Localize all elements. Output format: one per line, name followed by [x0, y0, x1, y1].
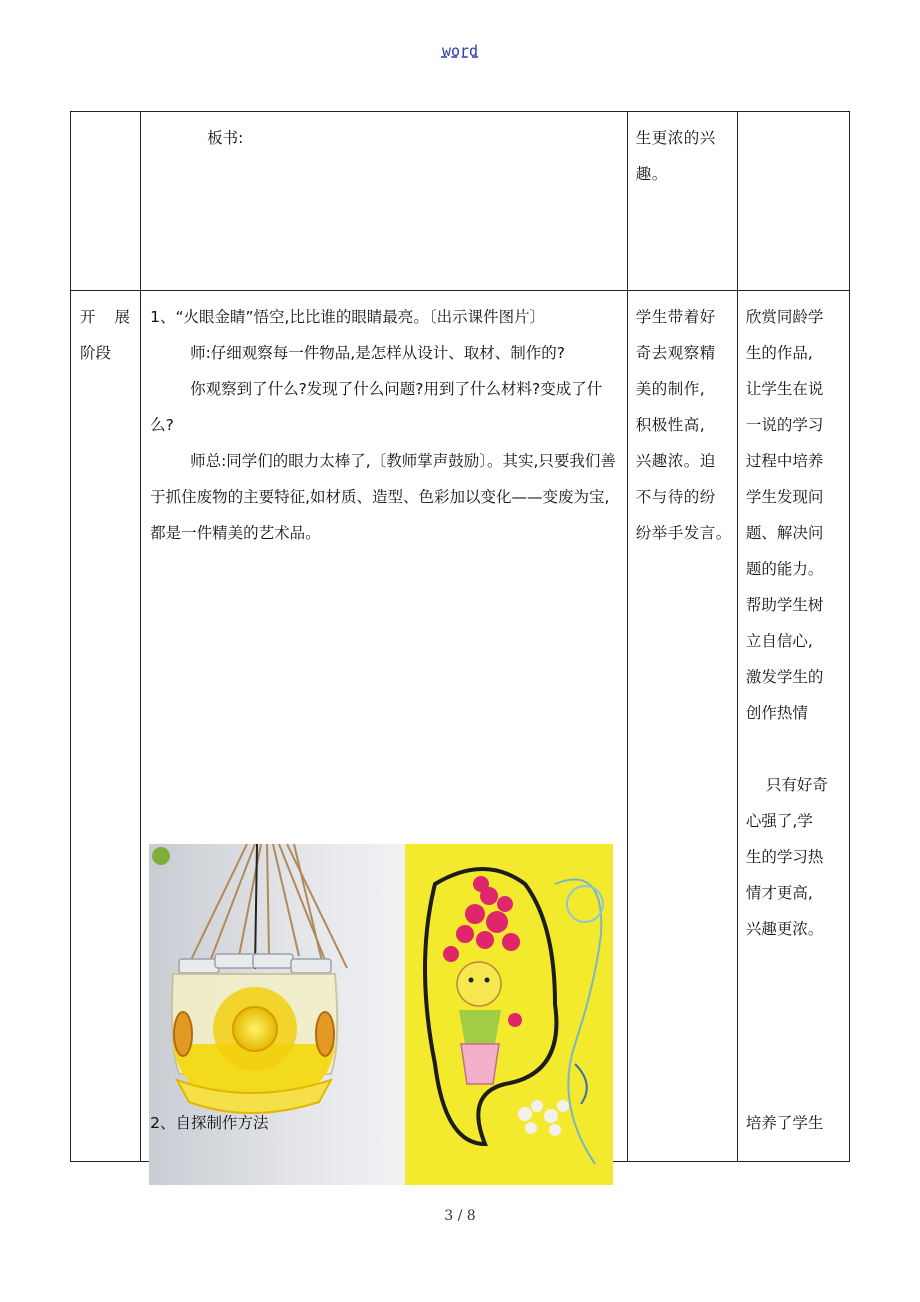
text-line: 题、解决问 [745, 524, 824, 542]
text-line: 纷举手发言。 [635, 524, 732, 542]
text-line: 创作热情 [745, 704, 808, 722]
text-line: 过程中培养 [745, 452, 824, 470]
design-intent-text [738, 291, 849, 1161]
board-writing-cell [141, 112, 628, 291]
text-line: 让学生在说 [745, 380, 824, 398]
text-line: 只有好奇 [765, 776, 828, 794]
spacer [746, 731, 845, 767]
text-line: 立自信心, [745, 632, 813, 650]
board-label: 板书: [207, 129, 244, 147]
text-line: 奇去观察精 [635, 344, 716, 362]
text-line: 题的能力。 [745, 560, 824, 578]
yarn-collage-illustration [405, 844, 613, 1185]
activity-2-text: 2、自探制作方法 [150, 1114, 269, 1132]
text-line: 学生带着好 [635, 308, 716, 326]
lesson-plan-table [70, 111, 850, 1162]
student-activity-cell [627, 112, 737, 291]
text-line: 学生发现问 [745, 488, 824, 506]
student-activity-text [628, 291, 737, 551]
text-line: 欣赏同龄学 [745, 308, 824, 326]
table-row [71, 112, 850, 291]
stage-cell [71, 291, 141, 1162]
activity-1-text: 1、“火眼金睛”悟空,比比谁的眼睛最亮。〔出示课件图片〕 [150, 308, 546, 326]
stage-char: 开 [80, 308, 96, 326]
text-line: 情才更高, [745, 884, 813, 902]
stage-cell-empty [71, 112, 141, 291]
text-line: 生的作品, [745, 344, 813, 362]
text-line: 不与待的纷 [635, 488, 716, 506]
text-line: 兴趣更浓。 [745, 920, 824, 938]
teacher-question-2: 你观察到了什么?发现了什么问题?用到了什么材料?变成了什么? [150, 380, 603, 434]
text-line: 生更浓的兴 [635, 129, 716, 147]
text-line: 激发学生的 [745, 668, 824, 686]
text-line: 帮助学生树 [745, 596, 824, 614]
text-line: 心强了,学 [745, 812, 813, 830]
text-line: 兴趣浓。迫 [635, 452, 716, 470]
stage-line: 阶段 [80, 344, 112, 362]
stage-char: 展 [114, 308, 130, 326]
teacher-summary: 师总:同学们的眼力太棒了,〔教师掌声鼓励〕。其实,只要我们善于抓住废物的主要特征,如材质、造型、色彩加以变化——变废为宝,都是一件精美的艺术品。 [150, 452, 616, 542]
design-intent-cell-empty [737, 112, 849, 291]
teaching-process-cell [141, 291, 628, 1162]
header-title-link[interactable]: word [441, 42, 479, 60]
student-activity-text [628, 112, 737, 192]
page-number: 3 / 8 [444, 1208, 476, 1224]
design-intent-bottom: 培养了学生 [745, 1114, 824, 1132]
text-line: 一说的学习 [745, 416, 824, 434]
design-intent-cell [737, 291, 849, 1162]
text-line: 趣。 [635, 165, 668, 183]
text-line: 生的学习热 [745, 848, 824, 866]
student-activity-cell [627, 291, 737, 1162]
teacher-question-1: 师:仔细观察每一件物品,是怎样从设计、取材、制作的? [190, 344, 565, 362]
text-line: 积极性高, [635, 416, 706, 434]
text-line: 美的制作, [635, 380, 706, 398]
table-row [71, 291, 850, 1162]
yarn-collage-artwork-photo [405, 844, 613, 1185]
